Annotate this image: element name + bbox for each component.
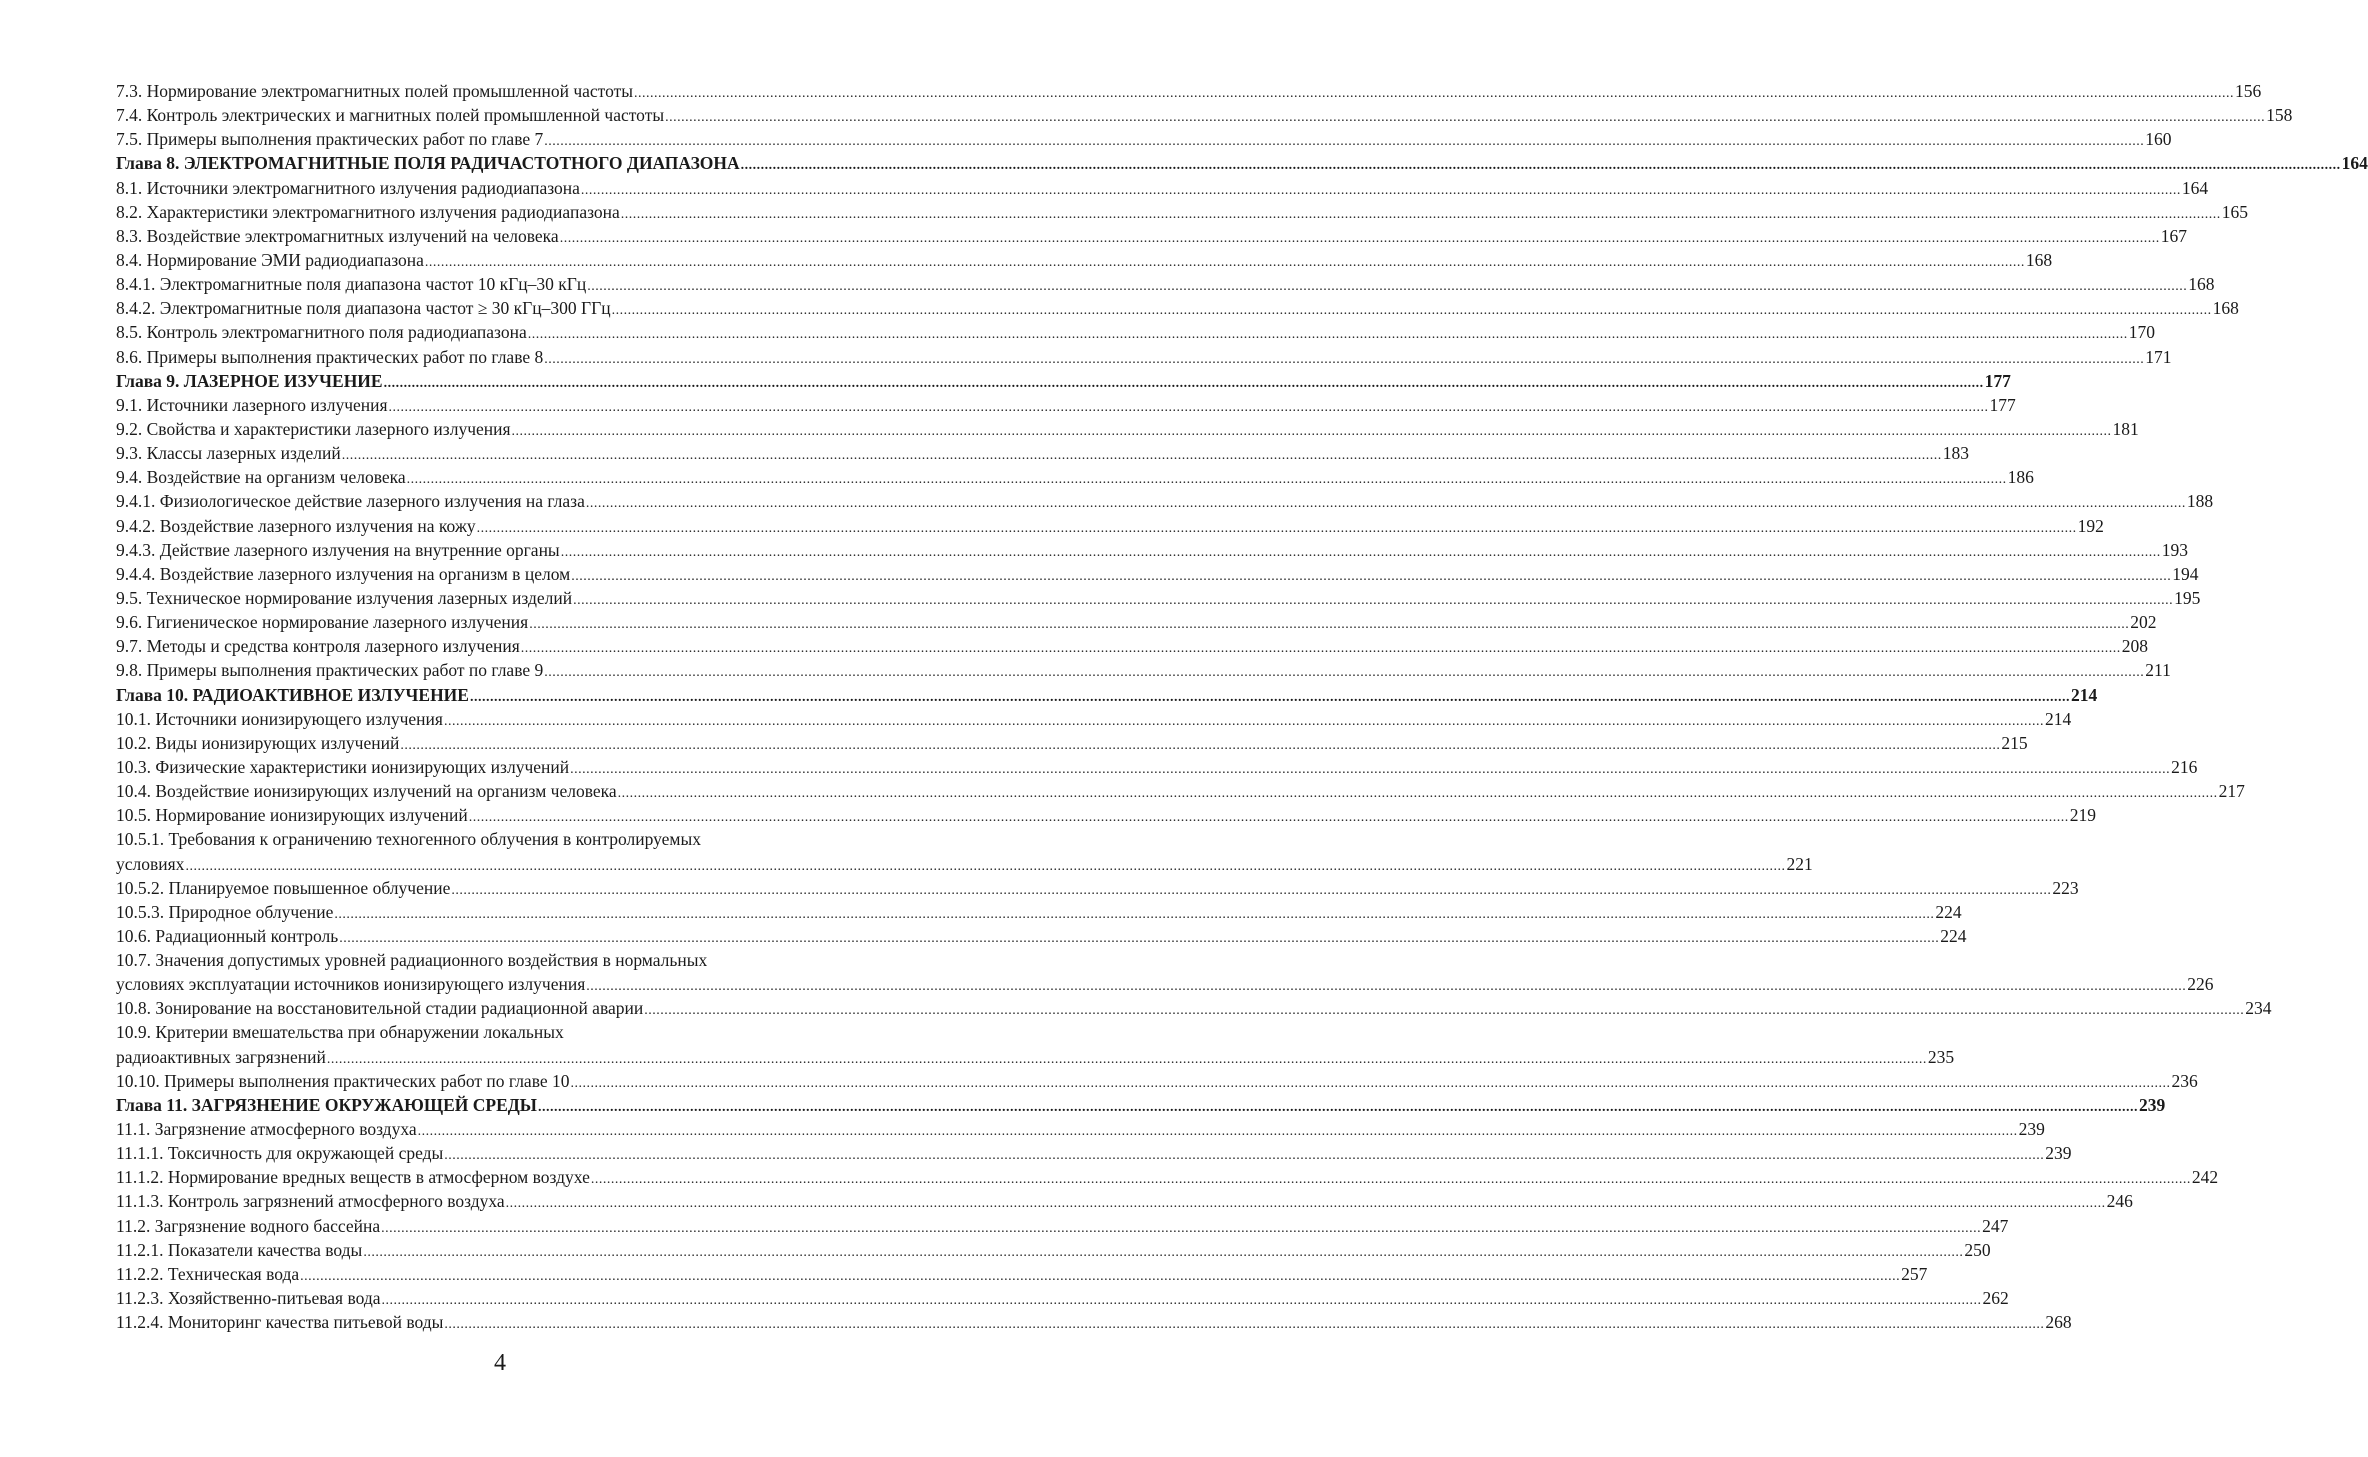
toc-entry-title: 9.4.2. Воздействие лазерного излучения на кожу (116, 515, 476, 536)
toc-entry (116, 634, 2148, 658)
toc-entry-title: 9.1. Источники лазерного излучения (116, 394, 388, 415)
toc-entry-page: 164 (2181, 177, 2209, 198)
toc-entry (116, 1141, 2072, 1165)
toc-entry (116, 900, 1962, 924)
toc-entry-page: 223 (2052, 877, 2079, 898)
toc-entry-title: 8.4.1. Электромагнитные поля диапазона частот 10 кГц–30 кГц (116, 274, 587, 295)
toc-entry-title: 10.5.3. Природное облучение (116, 901, 334, 922)
toc-entry-title: 10.1. Источники ионизирующего излучения (116, 708, 443, 729)
toc-entry (116, 79, 2262, 103)
toc-entry (116, 658, 2171, 682)
toc-entry-title: Глава 11. ЗАГРЯЗНЕНИЕ ОКРУЖАЮЩЕЙ СРЕДЫ (116, 1094, 537, 1115)
toc-entry-title: 10.5. Нормирование ионизирующих излучений (116, 805, 468, 826)
toc-chapter-heading (116, 683, 2098, 707)
toc-entry-title: 9.7. Методы и средства контроля лазерного излучения (116, 636, 520, 657)
toc-entry-page: 181 (2112, 418, 2139, 439)
toc-entry (116, 731, 2028, 755)
dot-leader: ................................................................................................................................................................................................................................................................................................................................................................................................................ (381, 1293, 1982, 1309)
toc-entry-title: 11.2.3. Хозяйственно-питьевая вода (116, 1288, 381, 1309)
toc-entry-page: 247 (1982, 1215, 2009, 1236)
dot-leader: ................................................................................................................................................................................................................................................................................................................................................................................................................ (611, 303, 2212, 319)
toc-entry (116, 514, 2104, 538)
toc-entry (116, 827, 946, 851)
toc-entry (116, 1117, 2045, 1141)
toc-entry-title-continued: условиях эксплуатации источников ионизирующего излучения (116, 974, 586, 995)
toc-entry-page: 177 (1984, 370, 2011, 391)
toc-entry-page: 195 (2174, 587, 2201, 608)
toc-entry (116, 1020, 946, 1044)
toc-entry-continuation (116, 972, 2214, 996)
toc-entry (116, 1165, 2219, 1189)
toc-entry-page: 235 (1927, 1046, 1955, 1067)
toc-entry (116, 538, 2188, 562)
toc-entry-page: 239 (2018, 1119, 2045, 1140)
toc-entry-title: 10.5.2. Планируемое повышенное облучение (116, 877, 451, 898)
dot-leader: ................................................................................................................................................................................................................................................................................................................................................................................................................ (538, 1099, 2138, 1115)
toc-entry-page: 224 (1940, 925, 1967, 946)
toc-entry (116, 345, 2172, 369)
dot-leader: ................................................................................................................................................................................................................................................................................................................................................................................................................ (468, 810, 2069, 826)
toc-entry-page: 186 (2007, 467, 2034, 488)
toc-entry-title: 11.1.1. Токсичность для окружающей среды (116, 1143, 444, 1164)
toc-entry-title: 10.4. Воздействие ионизирующих излучений на организм человека (116, 781, 617, 802)
dot-leader: ................................................................................................................................................................................................................................................................................................................................................................................................................ (617, 786, 2218, 802)
toc-entry-title: 8.4. Нормирование ЭМИ радиодиапазона (116, 249, 424, 270)
dot-leader: ................................................................................................................................................................................................................................................................................................................................................................................................................ (580, 182, 2181, 198)
dot-leader: ................................................................................................................................................................................................................................................................................................................................................................................................................ (544, 665, 2145, 681)
dot-leader: ................................................................................................................................................................................................................................................................................................................................................................................................................ (334, 906, 1935, 922)
toc-entry (116, 200, 2249, 224)
toc-entry-title: Глава 9. ЛАЗЕРНОЕ ИЗУЧЕНИЕ (116, 370, 383, 391)
toc-entry-page: 194 (2172, 563, 2199, 584)
toc-entry (116, 1238, 1991, 1262)
dot-leader: ................................................................................................................................................................................................................................................................................................................................................................................................................ (341, 448, 1942, 464)
toc-entry (116, 779, 2245, 803)
toc-entry-title: 11.1.2. Нормирование вредных веществ в атмосферном воздухе (116, 1167, 590, 1188)
toc-entry-title: 11.2.4. Мониторинг качества питьевой воды (116, 1312, 444, 1333)
toc-entry-title: Глава 10. РАДИОАКТИВНОЕ ИЗЛУЧЕНИЕ (116, 684, 469, 705)
dot-leader: ................................................................................................................................................................................................................................................................................................................................................................................................................ (665, 110, 2266, 126)
toc-entry (116, 489, 2214, 513)
toc-entry-title: 9.4.1. Физиологическое действие лазерного излучения на глаза (116, 491, 585, 512)
toc-entry (116, 1286, 2009, 1310)
dot-leader: ................................................................................................................................................................................................................................................................................................................................................................................................................ (185, 858, 1786, 874)
dot-leader: ................................................................................................................................................................................................................................................................................................................................................................................................................ (559, 230, 2160, 246)
dot-leader: ................................................................................................................................................................................................................................................................................................................................................................................................................ (406, 472, 2007, 488)
toc-entry-title: 9.4.4. Воздействие лазерного излучения на организм в целом (116, 563, 571, 584)
toc-entry-page: 165 (2221, 201, 2249, 222)
dot-leader: ................................................................................................................................................................................................................................................................................................................................................................................................................ (400, 737, 2001, 753)
toc-entry-page: 239 (2139, 1094, 2166, 1115)
toc-entry (116, 417, 2139, 441)
toc-entry-title-continued: условиях (116, 853, 185, 874)
dot-leader: ................................................................................................................................................................................................................................................................................................................................................................................................................ (644, 1003, 2245, 1019)
table-of-contents (116, 79, 2368, 1334)
toc-entry-page: 219 (2069, 805, 2096, 826)
dot-leader: ................................................................................................................................................................................................................................................................................................................................................................................................................ (443, 713, 2044, 729)
toc-entry-page: 208 (2121, 636, 2148, 657)
toc-entry-title-continued: радиоактивных загрязнений (116, 1046, 326, 1067)
toc-entry (116, 320, 2155, 344)
toc-entry-page: 257 (1901, 1263, 1928, 1284)
toc-entry-page: 158 (2266, 105, 2293, 126)
toc-entry-title: 11.2. Загрязнение водного бассейна (116, 1215, 381, 1236)
toc-entry-page: 168 (2025, 249, 2053, 270)
dot-leader: ................................................................................................................................................................................................................................................................................................................................................................................................................ (424, 254, 2025, 270)
toc-entry-page: 214 (2070, 684, 2098, 705)
toc-entry-title: 8.4.2. Электромагнитные поля диапазона частот ≥ 30 кГц–300 ГГц (116, 298, 611, 319)
dot-leader: ................................................................................................................................................................................................................................................................................................................................................................................................................ (587, 279, 2188, 295)
toc-entry-title: 9.8. Примеры выполнения практических работ по главе 9 (116, 660, 544, 681)
dot-leader: ................................................................................................................................................................................................................................................................................................................................................................................................................ (505, 1196, 2106, 1212)
toc-entry (116, 1214, 2009, 1238)
toc-entry-title: 8.1. Источники электромагнитного излучения радиодиапазона (116, 177, 580, 198)
toc-entry (116, 803, 2096, 827)
dot-leader: ................................................................................................................................................................................................................................................................................................................................................................................................................ (417, 1124, 2018, 1140)
toc-chapter-heading (116, 1093, 2166, 1117)
toc-entry-title: 10.10. Примеры выполнения практических работ по главе 10 (116, 1070, 570, 1091)
dot-leader: ................................................................................................................................................................................................................................................................................................................................................................................................................ (544, 351, 2145, 367)
toc-entry (116, 224, 2187, 248)
toc-entry-title: 9.3. Классы лазерных изделий (116, 443, 341, 464)
toc-entry (116, 610, 2157, 634)
toc-entry-title: Глава 8. ЭЛЕКТРОМАГНИТНЫЕ ПОЛЯ РАДИЧАСТОТНОГО ДИАПАЗОНА (116, 153, 740, 174)
toc-entry (116, 707, 2072, 731)
toc-entry (116, 296, 2239, 320)
toc-entry-page: 192 (2077, 515, 2104, 536)
toc-entry (116, 272, 2215, 296)
toc-entry-page: 242 (2191, 1167, 2219, 1188)
toc-entry (116, 176, 2209, 200)
toc-entry (116, 876, 2079, 900)
toc-entry (116, 562, 2199, 586)
toc-entry (116, 393, 2016, 417)
toc-entry-title: 9.2. Свойства и характеристики лазерного излучения (116, 418, 511, 439)
toc-entry-page: 226 (2187, 974, 2214, 995)
dot-leader: ................................................................................................................................................................................................................................................................................................................................................................................................................ (585, 496, 2186, 512)
toc-entry-page: 236 (2171, 1070, 2198, 1091)
toc-entry-continuation (116, 1045, 1955, 1069)
toc-entry-title: 9.4. Воздействие на организм человека (116, 467, 406, 488)
toc-entry-title: 7.4. Контроль электрических и магнитных полей промышленной частоты (116, 105, 665, 126)
toc-entry (116, 248, 2053, 272)
toc-entry (116, 948, 946, 972)
toc-entry-page: 202 (2130, 612, 2157, 633)
toc-entry-title: 11.2.1. Показатели качества воды (116, 1239, 363, 1260)
toc-entry (116, 924, 1967, 948)
toc-entry-title: 10.2. Виды ионизирующих излучений (116, 732, 400, 753)
dot-leader: ................................................................................................................................................................................................................................................................................................................................................................................................................ (529, 617, 2130, 633)
dot-leader: ................................................................................................................................................................................................................................................................................................................................................................................................................ (560, 544, 2161, 560)
toc-entry-continuation (116, 852, 1813, 876)
dot-leader: ................................................................................................................................................................................................................................................................................................................................................................................................................ (511, 423, 2112, 439)
toc-entry-page: 168 (2212, 298, 2239, 319)
toc-chapter-heading (116, 369, 2011, 393)
toc-entry (116, 1262, 1928, 1286)
page-number: 4 (494, 1350, 506, 1376)
toc-entry (116, 1069, 2198, 1093)
toc-entry-page: 214 (2044, 708, 2072, 729)
toc-entry-title: 10.9. Критерии вмешательства при обнаружении локальных (116, 1022, 564, 1043)
toc-entry-page: 164 (2341, 153, 2368, 174)
toc-entry (116, 441, 1969, 465)
toc-entry-page: 262 (1982, 1288, 2009, 1309)
dot-leader: ................................................................................................................................................................................................................................................................................................................................................................................................................ (363, 1244, 1964, 1260)
dot-leader: ................................................................................................................................................................................................................................................................................................................................................................................................................ (571, 568, 2172, 584)
toc-entry (116, 755, 2198, 779)
toc-entry-page: 170 (2128, 322, 2155, 343)
dot-leader: ................................................................................................................................................................................................................................................................................................................................................................................................................ (520, 641, 2121, 657)
toc-entry-title: 10.8. Зонирование на восстановительной стадии радиационной аварии (116, 998, 644, 1019)
dot-leader: ................................................................................................................................................................................................................................................................................................................................................................................................................ (634, 86, 2234, 101)
toc-entry-page: 224 (1935, 901, 1962, 922)
toc-entry-title: 7.3. Нормирование электромагнитных полей промышленной частоты (116, 81, 633, 101)
toc-entry-page: 239 (2045, 1143, 2072, 1164)
toc-entry (116, 1189, 2133, 1213)
toc-entry-page: 188 (2186, 491, 2214, 512)
toc-entry-title: 8.6. Примеры выполнения практических работ по главе 8 (116, 346, 544, 367)
toc-entry-title: 8.5. Контроль электромагнитного поля радиодиапазона (116, 322, 527, 343)
toc-entry-page: 221 (1786, 853, 1813, 874)
toc-entry-page: 211 (2145, 660, 2171, 681)
toc-entry-title: 11.1. Загрязнение атмосферного воздуха (116, 1119, 417, 1140)
toc-chapter-heading (116, 151, 2368, 175)
dot-leader: ................................................................................................................................................................................................................................................................................................................................................................................................................ (326, 1051, 1927, 1067)
toc-entry-title: 8.3. Воздействие электромагнитных излучений на человека (116, 225, 559, 246)
dot-leader: ................................................................................................................................................................................................................................................................................................................................................................................................................ (476, 520, 2077, 536)
toc-entry-page: 268 (2045, 1312, 2072, 1333)
toc-entry-page: 250 (1964, 1239, 1991, 1260)
dot-leader: ................................................................................................................................................................................................................................................................................................................................................................................................................ (570, 1075, 2171, 1091)
dot-leader: ................................................................................................................................................................................................................................................................................................................................................................................................................ (383, 375, 1984, 391)
toc-entry-page: 246 (2106, 1191, 2133, 1212)
toc-entry (116, 1310, 2072, 1334)
toc-entry-page: 216 (2171, 756, 2198, 777)
toc-entry-page: 183 (1942, 443, 1969, 464)
dot-leader: ................................................................................................................................................................................................................................................................................................................................................................................................................ (300, 1268, 1901, 1284)
toc-entry (116, 127, 2172, 151)
toc-entry-title: 9.4.3. Действие лазерного излучения на внутренние органы (116, 539, 560, 560)
dot-leader: ................................................................................................................................................................................................................................................................................................................................................................................................................ (469, 689, 2070, 705)
toc-entry (116, 586, 2201, 610)
toc-entry-page: 168 (2188, 274, 2215, 295)
dot-leader: ................................................................................................................................................................................................................................................................................................................................................................................................................ (544, 134, 2145, 150)
dot-leader: ................................................................................................................................................................................................................................................................................................................................................................................................................ (620, 206, 2221, 222)
toc-entry-page: 234 (2245, 998, 2272, 1019)
dot-leader: ................................................................................................................................................................................................................................................................................................................................................................................................................ (570, 761, 2171, 777)
toc-entry-page: 215 (2001, 732, 2028, 753)
toc-entry-title: 11.2.2. Техническая вода (116, 1263, 300, 1284)
dot-leader: ................................................................................................................................................................................................................................................................................................................................................................................................................ (590, 1172, 2191, 1188)
dot-leader: ................................................................................................................................................................................................................................................................................................................................................................................................................ (740, 158, 2341, 174)
dot-leader: ................................................................................................................................................................................................................................................................................................................................................................................................................ (586, 979, 2187, 995)
dot-leader: ................................................................................................................................................................................................................................................................................................................................................................................................................ (444, 1148, 2045, 1164)
dot-leader: ................................................................................................................................................................................................................................................................................................................................................................................................................ (444, 1317, 2045, 1333)
toc-entry-page: 193 (2161, 539, 2188, 560)
toc-entry-page: 156 (2235, 81, 2262, 101)
toc-entry (116, 465, 2034, 489)
toc-entry (116, 103, 2293, 127)
toc-entry-page: 177 (1989, 394, 2016, 415)
toc-entry-title: 10.3. Физические характеристики ионизирующих излучений (116, 756, 570, 777)
dot-leader: ................................................................................................................................................................................................................................................................................................................................................................................................................ (388, 399, 1989, 415)
toc-entry-page: 160 (2145, 129, 2172, 150)
dot-leader: ................................................................................................................................................................................................................................................................................................................................................................................................................ (527, 327, 2128, 343)
dot-leader: ................................................................................................................................................................................................................................................................................................................................................................................................................ (339, 930, 1940, 946)
dot-leader: ................................................................................................................................................................................................................................................................................................................................................................................................................ (381, 1220, 1982, 1236)
dot-leader: ................................................................................................................................................................................................................................................................................................................................................................................................................ (451, 882, 2052, 898)
toc-entry-title: 9.5. Техническое нормирование излучения лазерных изделий (116, 587, 573, 608)
toc-entry-page: 167 (2160, 225, 2187, 246)
toc-entry-title: 11.1.3. Контроль загрязнений атмосферного воздуха (116, 1191, 505, 1212)
toc-entry-page: 171 (2145, 346, 2172, 367)
dot-leader: ................................................................................................................................................................................................................................................................................................................................................................................................................ (573, 592, 2174, 608)
toc-entry-title: 8.2. Характеристики электромагнитного излучения радиодиапазона (116, 201, 620, 222)
toc-entry-title: 10.7. Значения допустимых уровней радиационного воздействия в нормальных (116, 950, 708, 971)
toc-entry-title: 10.5.1. Требования к ограничению техногенного облучения в контролируемых (116, 829, 701, 850)
toc-entry-title: 7.5. Примеры выполнения практических работ по главе 7 (116, 129, 544, 150)
toc-entry-title: 10.6. Радиационный контроль (116, 925, 339, 946)
toc-entry-title: 9.6. Гигиеническое нормирование лазерного излучения (116, 612, 529, 633)
toc-entry-page: 217 (2218, 781, 2245, 802)
toc-entry (116, 996, 2272, 1020)
